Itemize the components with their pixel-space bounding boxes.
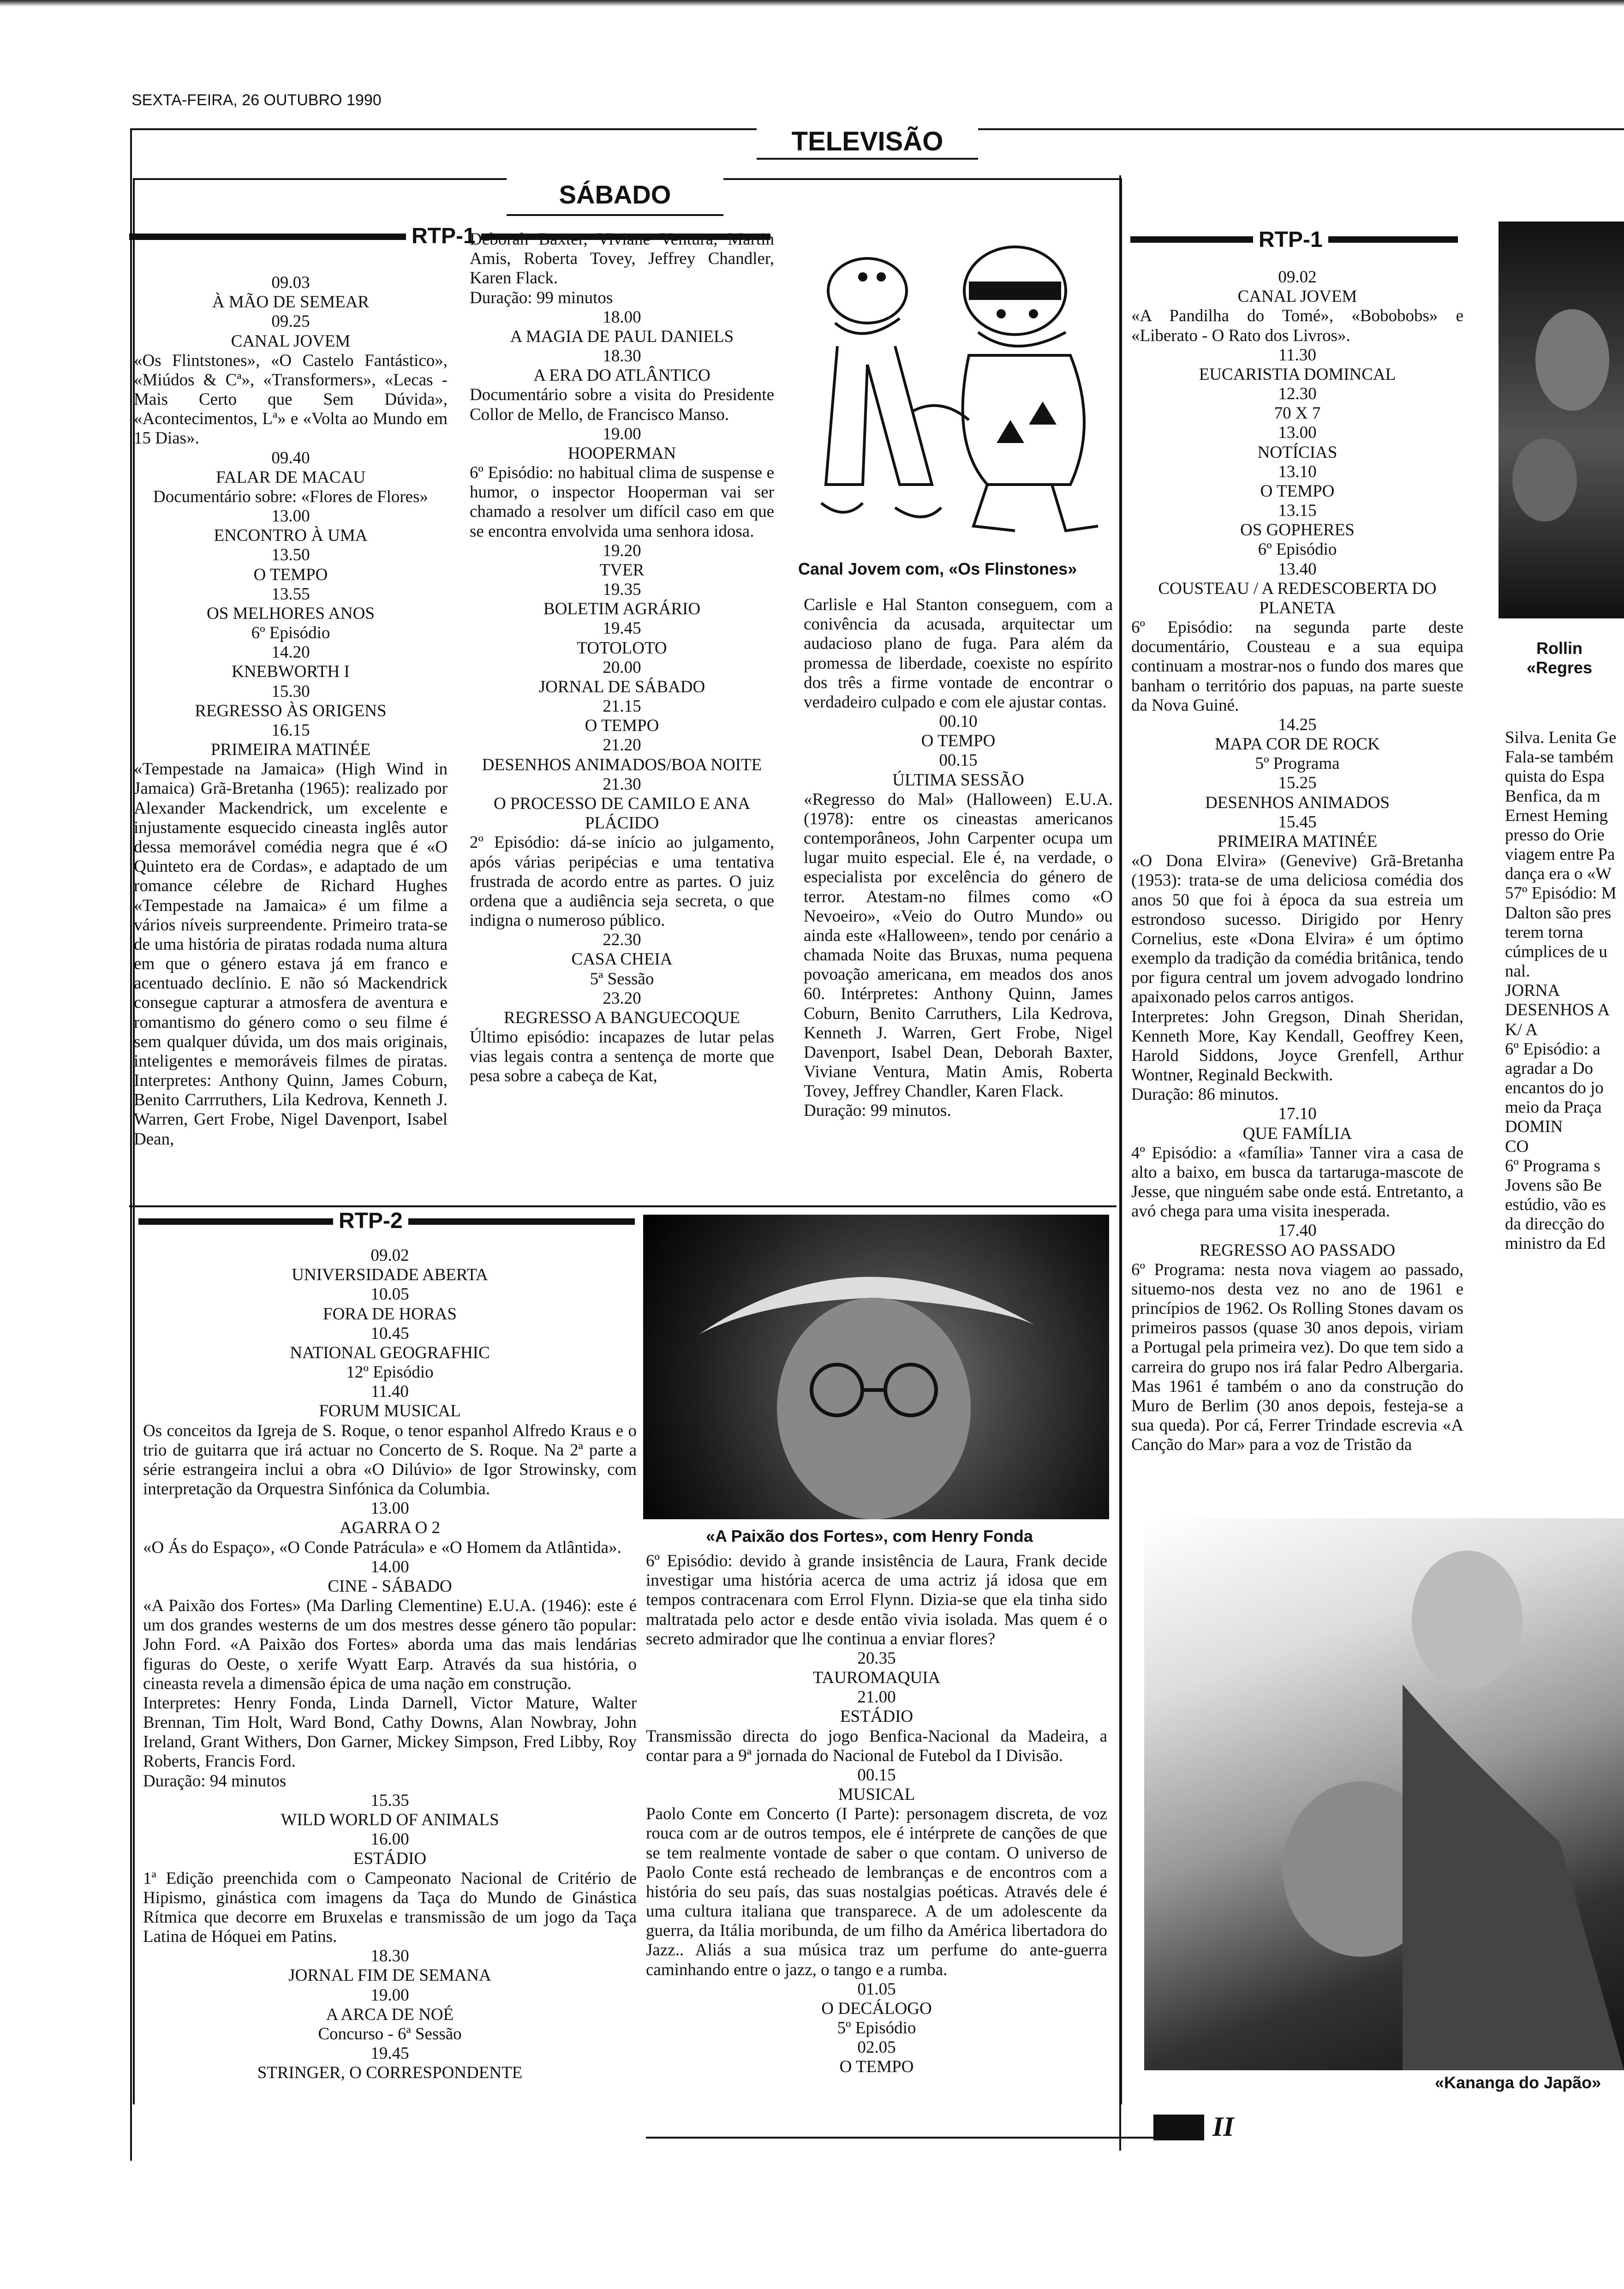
henry-fonda-photo (643, 1215, 1109, 1519)
clipped-text-line: cúmplices de u (1505, 942, 1607, 961)
program-description: 1ª Edição preenchida com o Campeonato Nacional de Critério de Hipismo, ginástica com imagens da Taça do Mundo de Ginástica Rítmica que decorre em Bruxelas e transmissão de um jogo da Taça Latina de Hóquei em Patins. (143, 1869, 637, 1947)
program-description: Deborah Baxter, Viviane Ventura, Martin Amis, Roberta Tovey, Jeffrey Chandler, Karen Flack. Duração: 99 minutos (470, 230, 774, 307)
program-listing: 17.10 QUE FAMÍLIA (1242, 1104, 1352, 1143)
program-description: 2º Episódio: dá-se início ao julgamento, após várias peripécias e uma tentativa frustrada de acordo entre as partes. O juiz ordena que a audiência seja secreta, o que indigna o numeroso público. (470, 833, 774, 930)
program-listing: 00.10 O TEMPO 00.15 ÚLTIMA SESSÃO (892, 712, 1024, 790)
program-description: «A Paixão dos Fortes» (Ma Darling Clementine) E.U.A. (1946): este é um dos grandes westerns de um dos mestres desse género tão popular: John Ford. «A Paixão dos Fortes» aborda uma das mais lendárias figuras do Oeste, o xerife Wyatt Earp. Através da sua história, o cineasta revela a dimensão épica de uma nação em construção. Interpretes: Henry Fonda, Linda Darnell, Victor Mature, Walter Brennan, Tim Holt, Ward Bond, Cathy Downs, Alan Nowbray, John Ireland, Grant Withers, Don Garner, Mickey Simpson, Fred Libby, Roy Roberts, Francis Ford. Duração: 94 minutos (143, 1596, 637, 1791)
newspaper-logo (1153, 2115, 1204, 2140)
clipped-text-line: meio da Praça (1505, 1098, 1602, 1117)
rtp2-column-2 (646, 1552, 1107, 2077)
program-listing: 11.30 EUCARISTIA DOMINCAL 12.30 70 X 7 13.00 NOTÍCIAS 13.10 O TEMPO 13.15 OS GOPHERES 6º Episódio 13.40 COUSTEAU / A REDESCOBERTA DO PLANETA (1158, 345, 1437, 617)
photo-caption: «Kananga do Japão» (1435, 2073, 1601, 2092)
program-listing: 15.35 WILD WORLD OF ANIMALS 16.00 ESTÁDIO (281, 1791, 499, 1869)
channel-label: RTP-1 (1253, 227, 1328, 252)
program-description: Carlisle e Hal Stanton conseguem, com a conivência da acusada, arquitectar um audacioso plano de fuga. Para além da promessa de liberdade, coexiste no espírito dos três a firme vontade de encontrar o verdadeiro culpado e com ele ajustar contas. (804, 595, 1113, 712)
page-number: II (1212, 2111, 1234, 2142)
clipped-text-line: Jovens são Be (1505, 1175, 1602, 1195)
clipped-text-line: estúdio, vão es (1505, 1195, 1606, 1215)
clipped-text-line: presso do Orie (1505, 825, 1605, 845)
dateline: SEXTA-FEIRA, 26 OUTUBRO 1990 (131, 91, 382, 109)
program-description: «Regresso do Mal» (Halloween) E.U.A. (1978): entre os cineastas americanos contemporâneos, John Carpenter ocupa um lugar muito especial. Ele é, na verdade, o especialista por excelência do género de terror. Atestam-no filmes como «O Nevoeiro», «Veio do Outro Mundo» ou ainda este «Halloween», tendo por cenário a chamada Noite das Bruxas, numa pequena povoação americana, em meados dos anos 60. Intérpretes: Anthony Quinn, James Coburn, Benito Carruthers, Lila Kedrova, Kenneth J. Warren, Gert Frobe, Nigel Davenport, Isabel Dean, Deborah Baxter, Viviane Ventura, Matin Amis, Roberta Tovey, Jeffrey Chandler, Karen Flack. Duração: 99 minutos. (804, 790, 1113, 1121)
program-description: «A Pandilha do Tomé», «Bobobobs» e «Liberato - O Rato dos Livros». (1131, 306, 1463, 345)
channel-label: RTP-2 (333, 1208, 408, 1234)
clipped-text-line: DESENHOS A (1505, 1001, 1610, 1020)
clipped-text-line: 6º Programa s (1505, 1156, 1600, 1175)
clipped-text-line: agradar a Do (1505, 1059, 1594, 1078)
clipped-text-line: JORNA (1505, 981, 1560, 1001)
clipped-text-line: dança era o «W (1505, 864, 1612, 884)
program-description: 6º Programa: nesta nova viagem ao passado, situemo-nos desta vez no ano de 1961 e princípios de 1962. Os Rolling Stones davam os primeiros passos (quase 30 anos depois, viriam a Portugal pela primeira vez). Do que tem sido a carreira do grupo nos irá falar Pedro Albergaria. Mas 1961 é também o ano da construção do Muro de Berlim (30 anos depois, festeja-se a sua queda). Por cá, Ferrer Trindade escrevia «A Canção do Mar» para a voz de Tristão da (1131, 1260, 1463, 1455)
program-description: «O Dona Elvira» (Genevive) Grã-Bretanha (1953): trata-se de uma deliciosa comédia dos anos 50 que foi à época da sua estreia um estrondoso sucesso. Dirigido por Henry Cornelius, este «Dona Elvira» é um óptimo exemplo da tradição da comédia britânica, tendo por figura central um jovem advogado londrino apaixonado pelos carros antigos. Interpretes: John Gregson, Dinah Sheridan, Kenneth More, Kay Kendall, Geoffrey Keen, Harold Siddons, Joyce Grenfell, Arthur Wontner, Reginald Beckwith. Duração: 86 minutos. (1131, 851, 1463, 1104)
clipped-text-line: DOMIN (1505, 1117, 1563, 1137)
program-description: Documentário sobre a visita do Presidente Collor de Mello, de Francisco Manso. (470, 385, 774, 424)
program-description: 6º Episódio: devido à grande insistência de Laura, Frank decide investigar uma história acerca de uma actriz já idosa que em tempos contracenara com Errol Flynn. Dizia-se que ela tinha sido maltratada pelo actor e desde então vivia isolada. Mas quem é o secreto admirador que lhe continua a enviar flores? (646, 1552, 1107, 1648)
clipped-text-line: quista do Espa (1505, 767, 1605, 786)
divider (1119, 175, 1121, 2151)
photo-caption: «A Paixão dos Fortes», com Henry Fonda (706, 1527, 1033, 1546)
clipped-text-line: Silva. Lenita Ge (1505, 728, 1617, 747)
sunday-column-2 (1505, 728, 1624, 1254)
divider (129, 1205, 1116, 1207)
program-listing: 18.30 JORNAL FIM DE SEMANA 19.00 A ARCA DE NOÉ Concurso - 6ª Sessão 19.45 STRINGER, O CORRESPONDENTE (257, 1947, 523, 2083)
program-description: 6º Episódio: no habitual clima de suspense e humor, o inspector Hooperman vai ser chamado a resolver um difícil caso em que se encontra envolvida uma senhora idosa. (470, 463, 774, 541)
program-description: «Os Flintstones», «O Castelo Fantástico», «Miúdos & Cª», «Transformers», «Lecas - Mais Certo que Sem Dúvida», «Acontecimentos, Lª» e «Volta ao Mundo em 15 Dias». (134, 351, 448, 448)
clipped-text-line: K/ A (1505, 1020, 1538, 1039)
rtp1-column-1 (134, 273, 448, 1149)
program-listing: 18.00 A MAGIA DE PAUL DANIELS 18.30 A ERA DO ATLÂNTICO (510, 307, 734, 385)
section-title: TELEVISÃO (757, 126, 978, 160)
program-listing: 14.25 MAPA COR DE ROCK 5º Programa 15.25 DESENHOS ANIMADOS 15.45 PRIMEIRA MATINÉE (1205, 715, 1390, 851)
program-listing: 09.03 À MÃO DE SEMEAR 09.25 CANAL JOVEM (212, 273, 370, 351)
rtp2-column-1 (143, 1246, 637, 2083)
program-listing: 09.02 CANAL JOVEM (1237, 268, 1357, 306)
clipped-text-line: Ernest Heming (1505, 806, 1608, 825)
clipped-text-line: Dalton são pres (1505, 903, 1612, 923)
clipped-text-line: encantos do jo (1505, 1079, 1604, 1098)
clipped-text-line: terem torna (1505, 923, 1583, 942)
clipped-text-line: viagem entre Pa (1505, 845, 1615, 864)
program-listing: 13.00 AGARRA O 2 (340, 1499, 440, 1538)
clipped-text-line: Fala-se também (1505, 748, 1614, 767)
program-description: 6º Episódio: na segunda parte deste documentário, Cousteau e a sua equipa continuam a mostrar-nos o fundo dos mares que banham o território dos papuas, na parte sueste da Nova Guiné. (1131, 618, 1463, 715)
program-listing: 19.20 TVER 19.35 BOLETIM AGRÁRIO 19.45 TOTOLOTO 20.00 JORNAL DE SÁBADO 21.15 O TEMPO 21.20 DESENHOS ANIMADOS/BOA NOITE 21.30 O PROCESSO DE CAMILO E ANA PLÁCIDO (482, 541, 762, 833)
clipped-text-line: 57º Episódio: M (1505, 884, 1617, 903)
channel-label: RTP-1 (406, 223, 481, 249)
program-description: Paolo Conte em Concerto (I Parte): personagem discreta, de voz rouca com ar de outros tempos, ele é intérprete de canções de que se tem realmente vontade de saber o que contam. O universo de Paolo Conte está recheado de lembranças e de encontros com a história do seu país, das suas nostalgias poéticas. Através dele é uma cultura italiana que transparece. A de um adolescente da guerra, da Itália moribunda, de um filho da América libertadora do Jazz.. Aliás a sua música traz um perfume do ante-guerra caminhando entre o jazz, o tango e a rumba. (646, 1804, 1107, 1979)
program-listing: 19.00 HOOPERMAN (567, 424, 676, 463)
clipped-text-line: ministro da Ed (1505, 1234, 1606, 1253)
flintstones-cartoon-image (794, 226, 1116, 563)
clipped-text-line: CO (1505, 1137, 1529, 1156)
program-listing: 20.35 TAUROMAQUIA 21.00 ESTÁDIO (812, 1648, 941, 1726)
kananga-do-japao-photo (1144, 1518, 1624, 2070)
program-description: Transmissão directa do jogo Benfica-Nacional da Madeira, a contar para a 9ª jornada do Nacional de Futebol da I Divisão. (646, 1726, 1107, 1765)
clipped-text-line: da direcção do (1505, 1215, 1605, 1234)
day-title: SÁBADO (507, 175, 723, 216)
rolling-stones-photo (1499, 222, 1624, 618)
program-listing: 01.05 O DECÁLOGO 5º Episódio 02.05 O TEMPO (821, 1979, 932, 2077)
program-listing: 09.02 UNIVERSIDADE ABERTA 10.05 FORA DE HORAS 10.45 NATIONAL GEOGRAFHIC 12º Episódio 11.40 FORUM MUSICAL (290, 1246, 490, 1421)
sunday-column-1 (1131, 268, 1463, 1455)
footer-rule (646, 2137, 1153, 2139)
program-listing: 09.40 FALAR DE MACAU Documentário sobre: «Flores de Flores» 13.00 ENCONTRO À UMA 13.50 O TEMPO 13.55 OS MELHORES ANOS 6º Episódio 14.20 KNEBWORTH I 15.30 REGRESSO ÀS ORIGENS 16.15 PRIMEIRA MATINÉE (153, 448, 428, 760)
rtp1-column-2 (470, 230, 774, 1086)
program-listing: 17.40 REGRESSO AO PASSADO (1199, 1221, 1396, 1260)
rtp1-column-3 (804, 595, 1113, 1121)
top-page-edge (0, 0, 1624, 6)
clipped-text-line: Benfica, da m (1505, 786, 1600, 806)
photo-caption: Rollin «Regres (1526, 639, 1593, 677)
program-description: Último episódio: incapazes de lutar pelas vias legais contra a sentença de morte que pesa sobre a cabeça de Kat, (470, 1028, 774, 1086)
program-description: «O Ás do Espaço», «O Conde Patrácula» e «O Homem da Atlântida». (143, 1538, 621, 1557)
program-listing: 14.00 CINE - SÁBADO (328, 1557, 452, 1596)
clipped-text-line: 6º Episódio: a (1505, 1039, 1600, 1059)
photo-caption: Canal Jovem com, «Os Flinstones» (798, 559, 1077, 578)
program-listing: 22.30 CASA CHEIA 5ª Sessão 23.20 REGRESSO A BANGUECOQUE (504, 930, 740, 1027)
program-description: «Tempestade na Jamaica» (High Wind in Jamaica) Grã-Bretanha (1965): realizado por Alexander Mackendrick, um excelente e injustamente esquecido cineasta inglês autor dessa memorável comédia negra que é «O Quinteto era de Cordas», e adaptado de um romance célebre de Richard Hughes «Tempestade na Jamaica» é um filme a vários níveis surpreendente. Primeiro trata-se de uma história de piratas rodada numa altura em que o género estava já em franco e acentuado declínio. E não só Mackendrick consegue capturar a atmosfera de aventura e romantismo do género como o seu filme é sem qualquer dúvida, um dos mais originais, inteligentes e memoráveis filmes de piratas. Interpretes: Anthony Quinn, James Coburn, Benito Carrruthers, Lila Kedrova, Kenneth J. Warren, Gert Frobe, Nigel Davenport, Isabel Dean, (134, 760, 448, 1149)
program-listing: 00.15 MUSICAL (838, 1765, 915, 1804)
program-description: Os conceitos da Igreja de S. Roque, o tenor espanhol Alfredo Kraus e o trio de guitarra que irá actuar no Concerto de S. Roque. Na 2ª parte a série estrangeira inclui a obra «O Dilúvio» de Igor Strowinsky, com interpretação da Orquestra Sinfónica da Columbia. (143, 1421, 637, 1499)
program-description: 4º Episódio: a «família» Tanner vira a casa de alto a baixo, em busca da tartaruga-mascote de Jesse, que ninguém sabe onde está. Entretanto, a avó chega para uma visita inesperada. (1131, 1143, 1463, 1221)
clipped-text-line: nal. (1505, 962, 1530, 981)
